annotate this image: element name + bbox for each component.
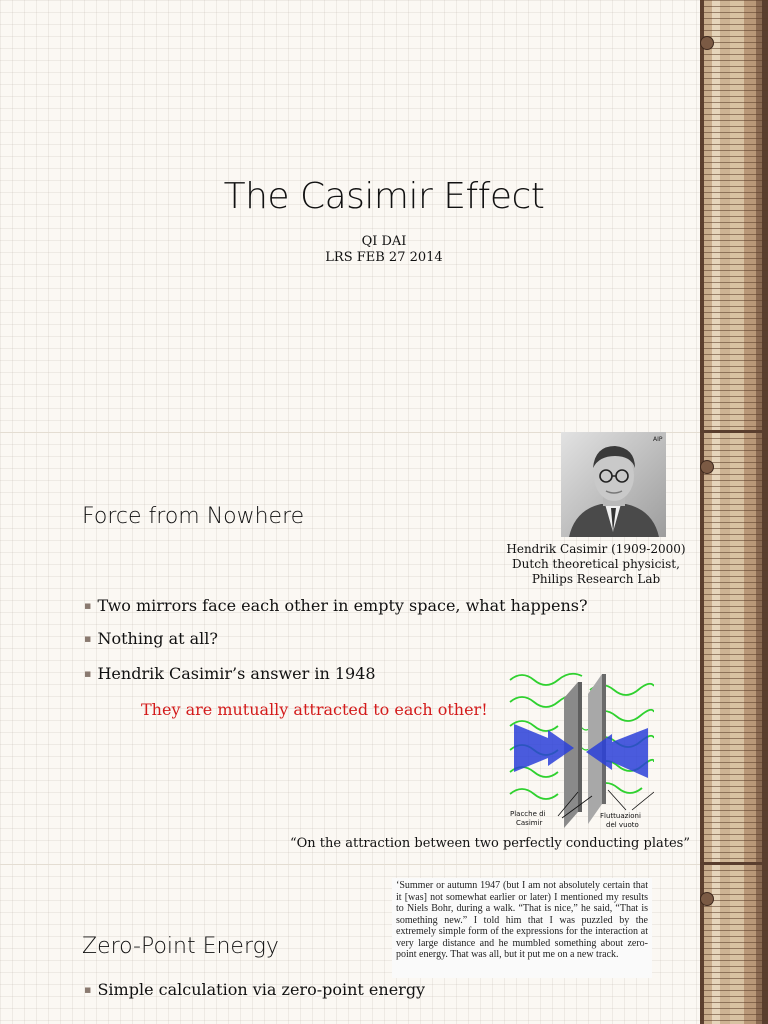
portrait-caption xyxy=(496,542,696,587)
author-name: QI DAI xyxy=(361,234,407,249)
bullet-text: Hendrik Casimir’s answer in 1948 xyxy=(97,664,376,683)
presentation-title: The Casimir Effect xyxy=(223,176,545,217)
casimir-plates-diagram xyxy=(508,668,654,830)
ruler-knob-icon xyxy=(700,36,714,50)
portrait-credit: AIP xyxy=(653,436,663,443)
ruler-joint xyxy=(700,862,768,865)
slide-heading: Zero-Point Energy xyxy=(82,934,279,959)
bullet-marker: ▪ xyxy=(84,632,92,645)
casimir-quote-scan: ‘Summer or autumn 1947 (but I am not absolutely certain that it [was] not somewhat earlier or later) I mentioned my results to Niels Bohr, during a walk. “That is nice,” he said, “That is something new.” I told him that I was puzzled by the extremely simple form of the expressions for the interaction at very large distance and he mumbled something about zero-point energy. That was all, but it put me on a new track. xyxy=(392,878,652,978)
highlight-statement: They are mutually attracted to each other! xyxy=(141,700,488,719)
caption-line: Philips Research Lab xyxy=(531,572,661,586)
ruler-joint xyxy=(700,430,768,433)
ruler-knob-icon xyxy=(700,892,714,906)
bullet-text: Simple calculation via zero-point energy xyxy=(97,980,426,999)
bullet-item xyxy=(84,596,588,615)
plates-label: Placche di xyxy=(510,810,546,818)
fluctuation-label: del vuoto xyxy=(606,821,639,829)
bullet-text: Nothing at all? xyxy=(97,629,218,648)
bullet-item xyxy=(84,629,218,648)
bullet-item xyxy=(84,980,425,999)
caption-line: Dutch theoretical physicist, xyxy=(512,557,680,571)
ruler-border xyxy=(700,0,768,1024)
bullet-marker: ▪ xyxy=(84,599,92,612)
caption-line: Hendrik Casimir (1909-2000) xyxy=(506,542,686,556)
presentation-date: LRS FEB 27 2014 xyxy=(325,250,443,265)
slide-heading: Force from Nowhere xyxy=(82,504,305,529)
paper-title-caption: “On the attraction between two perfectly conducting plates” xyxy=(290,836,690,851)
force-from-nowhere-slide xyxy=(0,432,700,864)
bullet-marker: ▪ xyxy=(84,983,92,996)
bullet-text: Two mirrors face each other in empty space, what happens? xyxy=(97,596,588,615)
plates-label: Casimir xyxy=(516,819,543,827)
ruler-knob-icon xyxy=(700,460,714,474)
title-slide xyxy=(0,0,700,432)
bullet-item xyxy=(84,664,376,683)
hendrik-casimir-portrait xyxy=(561,432,666,537)
fluctuation-label: Fluttuazioni xyxy=(600,812,641,820)
zero-point-energy-slide xyxy=(0,864,700,1024)
bullet-marker: ▪ xyxy=(84,667,92,680)
